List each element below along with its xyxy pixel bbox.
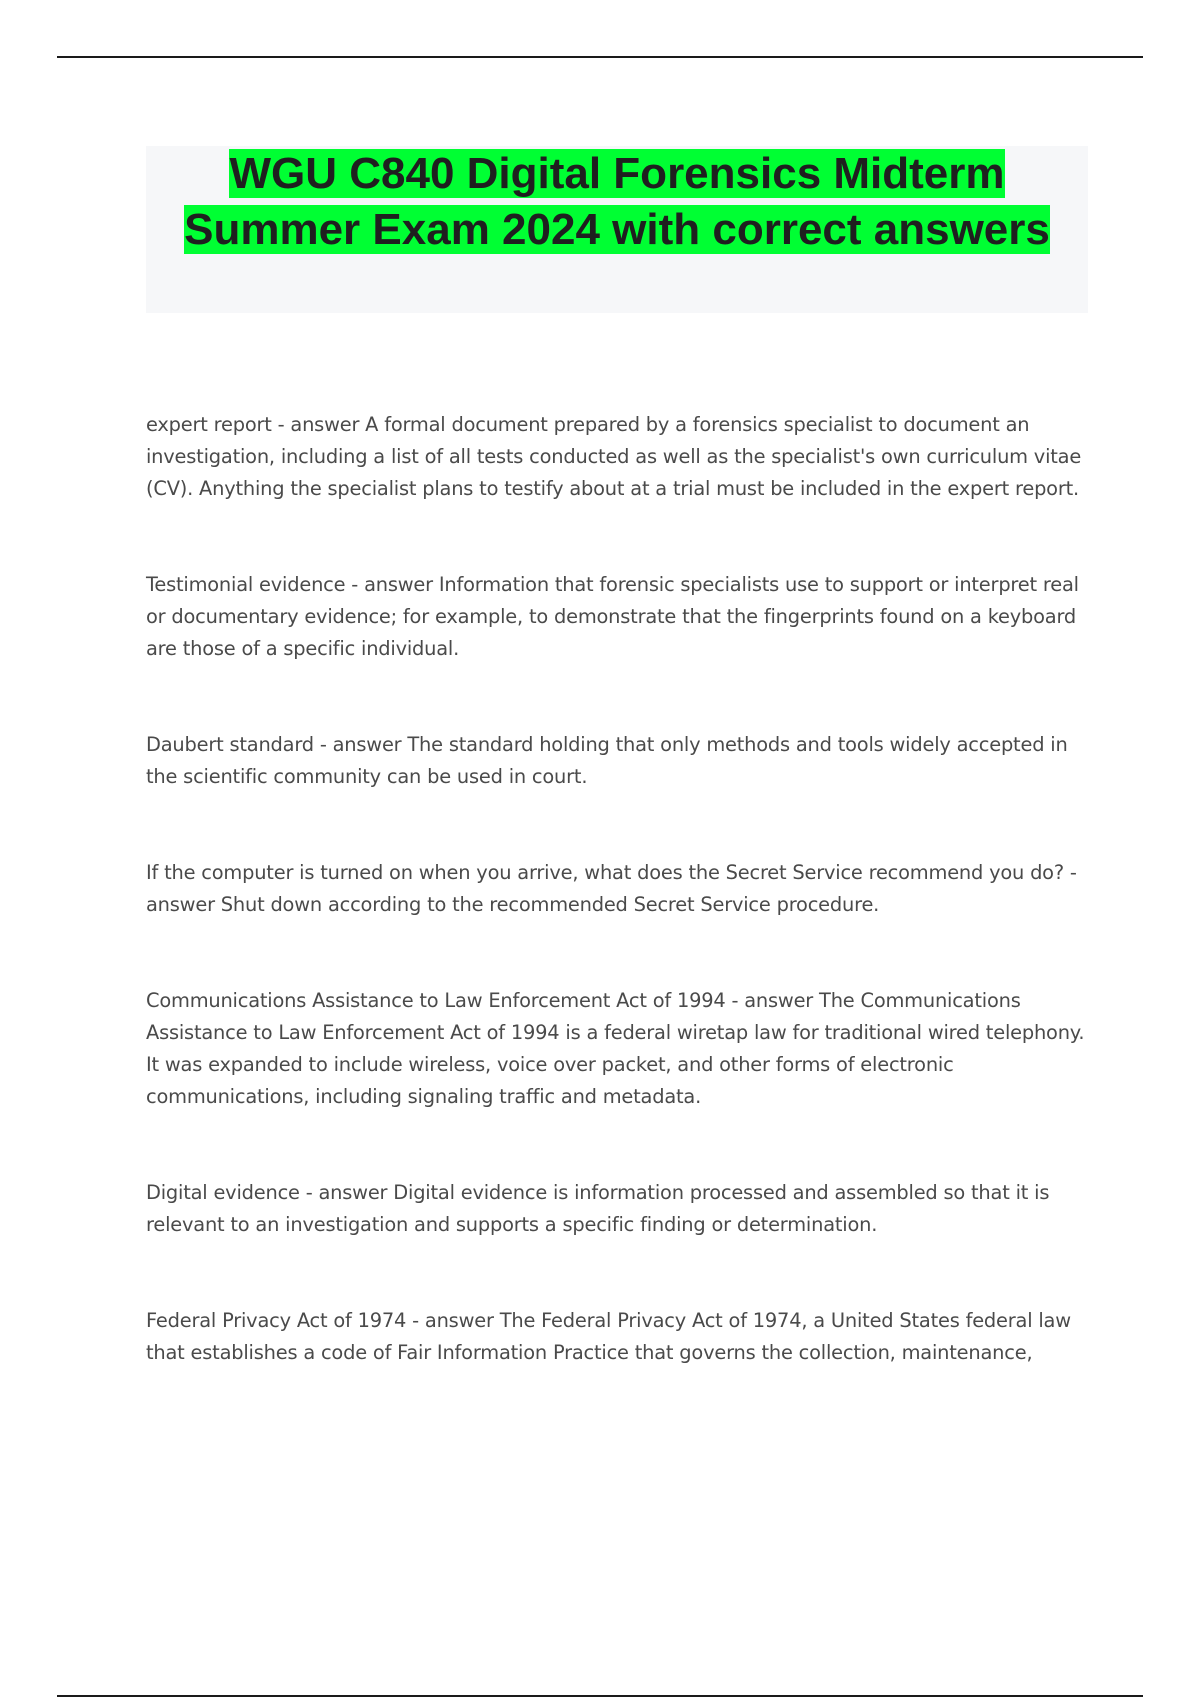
qa-entry-daubert-standard: Daubert standard - answer The standard holding that only methods and tools widely accepted in the scientific community can be used in court.: [146, 733, 1068, 788]
qa-list: [146, 409, 1091, 1433]
title-block: [146, 146, 1088, 313]
bottom-rule: [57, 1695, 1143, 1697]
document-title: WGU C840 Digital Forensics Midterm Summer Exam 2024 with correct answers: [184, 149, 1050, 254]
top-rule: [57, 56, 1143, 58]
qa-entry-testimonial-evidence: Testimonial evidence - answer Information that forensic specialists use to support or interpret real or documentary evidence; for example, to demonstrate that the fingerprints found on a keyboard are those of a specific individual.: [146, 573, 1079, 660]
qa-entry-digital-evidence: Digital evidence - answer Digital evidence is information processed and assembled so that it is relevant to an investigation and supports a specific finding or determination.: [146, 1181, 1050, 1236]
qa-entry-expert-report: expert report - answer A formal document prepared by a forensics specialist to document an investigation, including a list of all tests conducted as well as the specialist's own curriculum vitae (CV). Anything the specialist plans to testify about at a trial must be included in the expert report.: [146, 413, 1082, 500]
qa-entry-calea-1994: Communications Assistance to Law Enforcement Act of 1994 - answer The Communications Assistance to Law Enforcement Act of 1994 is a federal wiretap law for traditional wired telephony. It was expanded to include wireless, voice over packet, and other forms of electronic communications, including signaling traffic and metadata.: [146, 989, 1085, 1108]
qa-entry-privacy-act-1974: Federal Privacy Act of 1974 - answer The Federal Privacy Act of 1974, a United States federal law that establishes a code of Fair Information Practice that governs the collection, maintenance,: [146, 1309, 1071, 1364]
qa-entry-secret-service: If the computer is turned on when you arrive, what does the Secret Service recommend you do? - answer Shut down according to the recommended Secret Service procedure.: [146, 861, 1077, 916]
